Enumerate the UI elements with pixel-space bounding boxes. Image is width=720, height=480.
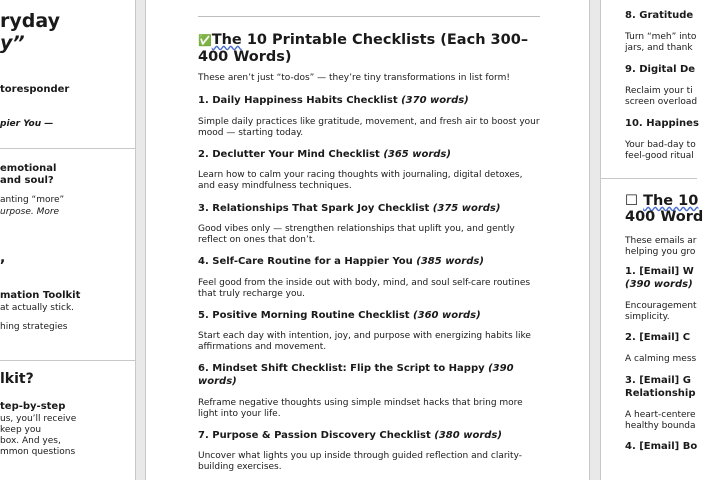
left-divider-2	[0, 360, 136, 361]
right-email3-desc1: A heart-centere	[625, 410, 696, 420]
left-heading-lkit: lkit?	[0, 371, 34, 387]
left-text-toresponder: toresponder	[0, 84, 70, 95]
right-text-turn-meh: Turn “meh” into	[625, 32, 697, 42]
left-divider-1	[0, 148, 136, 149]
checklist-item-description: Uncover what lights you up inside through guided reflection and clarity-building exercises.	[198, 451, 522, 472]
checklist-item-description: Feel good from the inside out with body, mind, and soul self-care routines that truly recharge you.	[198, 278, 531, 299]
left-text-tep-by-step: tep-by-step	[0, 401, 66, 412]
left-text-urpose-more: urpose. More	[0, 207, 60, 217]
left-text-mation-toolkit: mation Toolkit	[0, 290, 81, 301]
right-heading-line1: ☐ The 10	[625, 193, 699, 209]
checklist-item-description: Reframe negative thoughts using simple mindset hacks that bring more light into your life.	[198, 398, 523, 419]
checklist-item-title: 6. Mindset Shift Checklist: Flip the Script to Happy (390 words)	[198, 363, 514, 387]
left-text-hing-strategies: hing strategies	[0, 322, 68, 332]
right-text-screen-overload: screen overload	[625, 97, 698, 107]
heading-text: 10 Printable Checklists (Each 300–400 Words)	[198, 32, 529, 65]
right-text-jars-thank: jars, and thank	[625, 43, 693, 53]
left-text-box-and-yes: box. And yes,	[0, 436, 61, 446]
right-text-emails-line2: helping you gro	[625, 247, 696, 257]
right-email1-words: (390 words)	[625, 279, 693, 290]
right-heading-line2: 400 Word	[625, 209, 704, 225]
left-text-emotional: emotional	[0, 163, 57, 174]
horizontal-rule	[198, 16, 540, 17]
checkbox-icon: ☐	[625, 193, 638, 209]
checklist-item-description: Start each day with intention, joy, and purpose with energizing habits like affirmations and movement.	[198, 331, 531, 352]
left-text-keep-you: keep you	[0, 425, 42, 435]
check-mark-icon: ✅	[198, 34, 212, 47]
checklist-item-title: 4. Self-Care Routine for a Happier You (385 words)	[198, 256, 484, 267]
section-heading-checklists	[198, 32, 540, 65]
right-email3-title2: Relationship	[625, 388, 696, 399]
checklist-item-description: Learn how to calm your racing thoughts with journaling, digital detoxes, and easy mindfulness techniques.	[198, 170, 523, 191]
left-text-at-actually-stick: at actually stick.	[0, 303, 75, 313]
right-text-bad-day: Your bad-day to	[625, 140, 696, 150]
right-text-feel-good: feel-good ritual	[625, 151, 694, 161]
document-page-right	[600, 0, 720, 480]
document-page-left	[0, 0, 136, 480]
checklist-item-description: Simple daily practices like gratitude, movement, and fresh air to boost your mood — starting today.	[198, 117, 540, 138]
right-email1-desc1: Encouragement	[625, 301, 697, 311]
right-divider	[600, 178, 697, 179]
left-text-and-soul: and soul?	[0, 175, 54, 186]
right-email2-desc: A calming mess	[625, 354, 697, 364]
right-email3-title: 3. [Email] G	[625, 375, 691, 386]
right-email1-desc2: simplicity.	[625, 312, 670, 322]
right-email1-title: 1. [Email] W	[625, 266, 694, 277]
right-text-emails-line1: These emails ar	[625, 236, 697, 246]
heading-underlined-word: The	[211, 32, 242, 48]
left-page-title: ryday y”	[0, 10, 60, 54]
document-page-center[interactable]	[145, 0, 590, 480]
left-text-anting-more: anting “more”	[0, 195, 65, 205]
left-text-pier-you: pier You —	[0, 119, 54, 129]
right-text-gratitude: 8. Gratitude	[625, 10, 694, 21]
right-text-digital-de: 9. Digital De	[625, 64, 696, 75]
intro-text: These aren’t just “to-dos” — they’re tiny transformations in list form!	[198, 73, 510, 83]
checklist-item-title: 3. Relationships That Spark Joy Checklist (375 words)	[198, 203, 501, 214]
checklist-item-title: 1. Daily Happiness Habits Checklist (370 words)	[198, 95, 469, 106]
right-text-happines: 10. Happines	[625, 118, 699, 129]
checklist-item-description: Good vibes only — strengthen relationships that uplift you, and gently reflect on ones that don’t.	[198, 224, 515, 245]
checklist-item-title: 2. Declutter Your Mind Checklist (365 words)	[198, 149, 451, 160]
left-text-us-youll-receive: us, you’ll receive	[0, 414, 77, 424]
right-text-reclaim: Reclaim your ti	[625, 86, 693, 96]
right-email2-title: 2. [Email] C	[625, 332, 691, 343]
checklist-item-title: 7. Purpose & Passion Discovery Checklist (380 words)	[198, 430, 502, 441]
right-email4-title: 4. [Email] Bo	[625, 441, 698, 452]
left-text-comma: ,	[0, 250, 6, 266]
checklist-item-title: 5. Positive Morning Routine Checklist (360 words)	[198, 310, 481, 321]
right-email3-desc2: healthy bounda	[625, 421, 696, 431]
left-text-mmon-questions: mmon questions	[0, 447, 76, 457]
